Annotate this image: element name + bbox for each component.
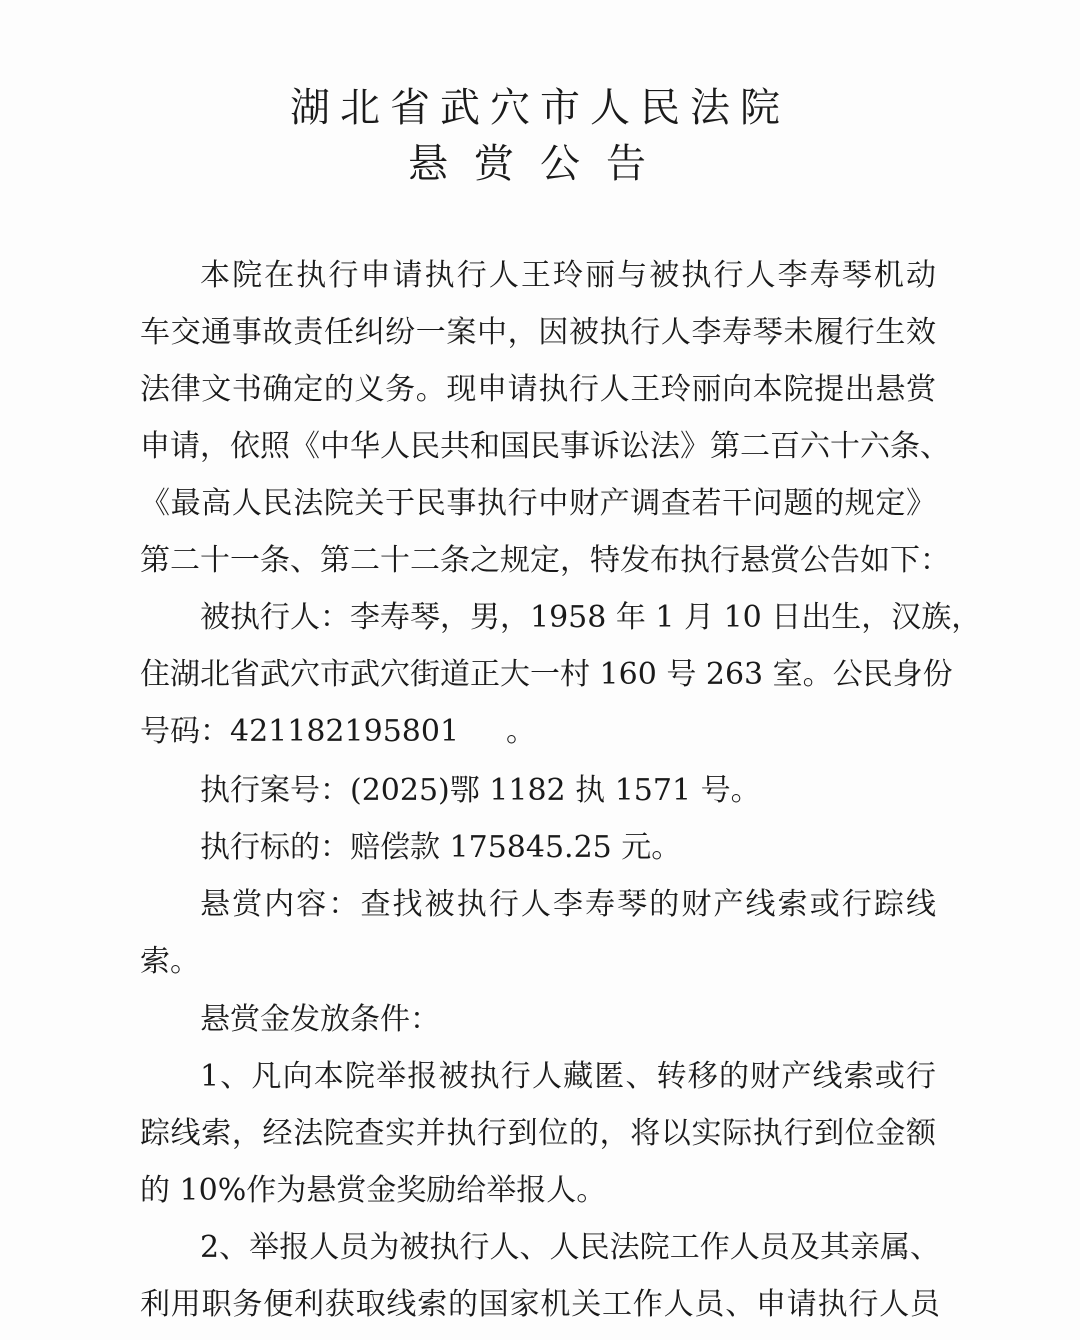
court-name-heading: 湖北省武穴市人民法院 [290, 85, 790, 131]
body-line: 1、凡向本院举报被执行人藏匿、转移的财产线索或行 [200, 1059, 936, 1094]
body-line: 的 10%作为悬赏金奖励给举报人。 [140, 1173, 607, 1208]
body-line: 法律文书确定的义务。现申请执行人王玲丽向本院提出悬赏 [140, 372, 936, 407]
id-number-end: 。 [506, 714, 536, 749]
body-line: 被执行人：李寿琴，男，1958 年 1 月 10 日出生，汉族， [200, 600, 982, 635]
body-line: 2、举报人员为被执行人、人民法院工作人员及其亲属、 [200, 1230, 940, 1265]
execution-subject-line: 执行标的：赔偿款 175845.25 元。 [200, 830, 682, 865]
id-number-line: 号码：421182195801 [140, 714, 460, 749]
body-line: 住湖北省武穴市武穴街道正大一村 160 号 263 室。公民身份 [140, 657, 953, 692]
body-line: 《最高人民法院关于民事执行中财产调查若干问题的规定》 [140, 486, 936, 521]
body-line: 本院在执行申请执行人王玲丽与被执行人李寿琴机动 [200, 258, 936, 293]
body-line: 申请，依照《中华人民共和国民事诉讼法》第二百六十六条、 [140, 429, 950, 464]
case-number-line: 执行案号：(2025)鄂 1182 执 1571 号。 [200, 773, 761, 808]
body-line: 悬赏内容：查找被执行人李寿琴的财产线索或行踪线 [200, 887, 936, 922]
body-line: 第二十一条、第二十二条之规定，特发布执行悬赏公告如下： [140, 543, 950, 578]
body-line: 踪线索，经法院查实并执行到位的，将以实际执行到位金额 [140, 1116, 936, 1151]
body-line: 索。 [140, 944, 200, 979]
body-line: 利用职务便利获取线索的国家机关工作人员、申请执行人员 [140, 1287, 940, 1322]
conditions-heading: 悬赏金发放条件： [200, 1002, 440, 1037]
body-line: 车交通事故责任纠纷一案中，因被执行人李寿琴未履行生效 [140, 315, 936, 350]
notice-title-heading: 悬赏公告 [408, 141, 672, 187]
